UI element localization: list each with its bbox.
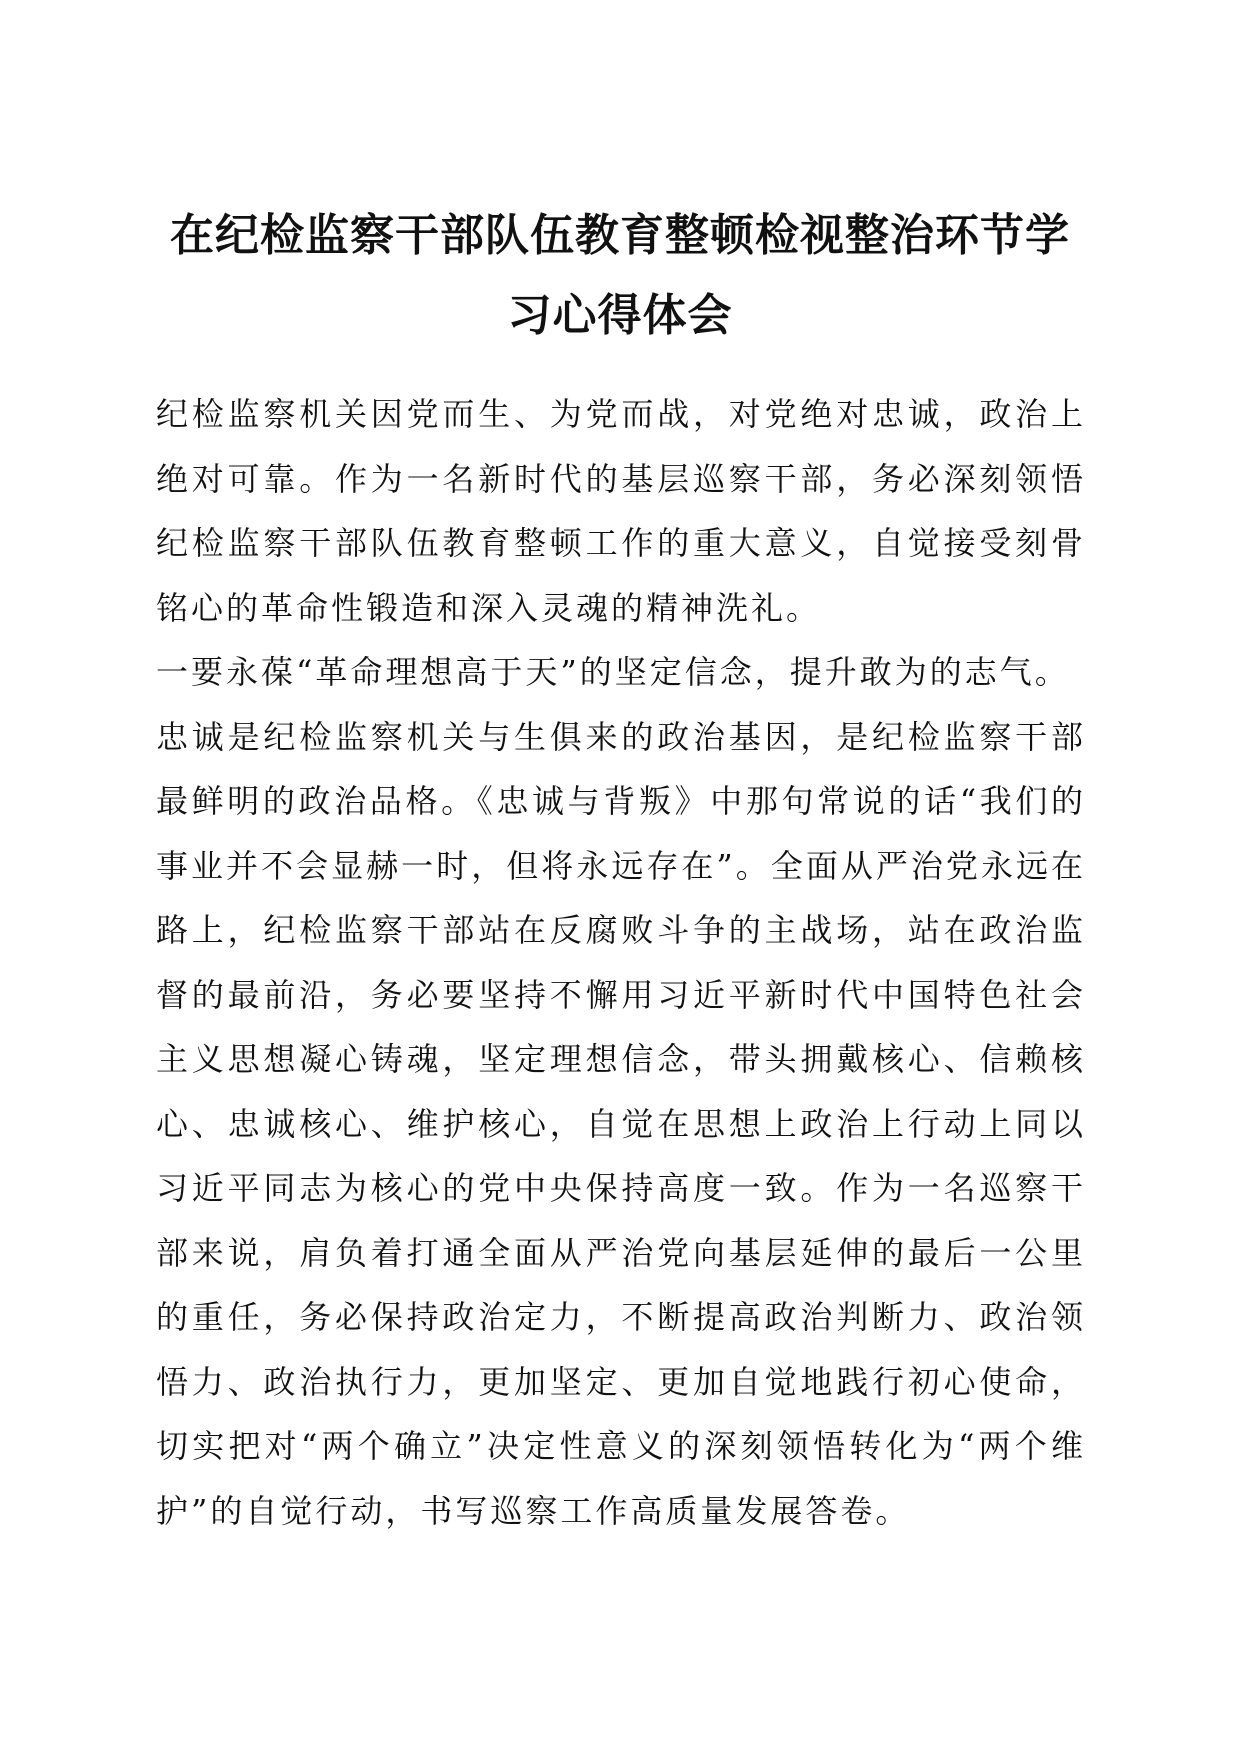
document-body <box>156 382 1086 1543</box>
body-paragraph-intro: 纪检监察机关因党而生、为党而战，对党绝对忠诚，政治上绝对可靠。作为一名新时代的基层巡察干部，务必深刻领悟纪检监察干部队伍教育整顿工作的重大意义，自觉接受刻骨铭心的革命性锻造和深入灵魂的精神洗礼。 <box>156 395 1086 627</box>
body-paragraph-heading-one: 一要永葆“革命理想高于天”的坚定信念，提升敢为的志气。 <box>156 653 1070 691</box>
document-title: 在纪检监察干部队伍教育整顿检视整治环节学习心得体会 <box>170 210 1070 341</box>
body-paragraph-loyalty: 忠诚是纪检监察机关与生俱来的政治基因，是纪检监察干部最鲜明的政治品格。《忠诚与背叛》中那句常说的话“我们的事业并不会显赫一时，但将永远存在”。全面从严治党永远在路上，纪检监察干部站在反腐败斗争的主战场，站在政治监督的最前沿，务必要坚持不懈用习近平新时代中国特色社会主义思想凝心铸魂，坚定理想信念，带头拥戴核心、信赖核心、忠诚核心、维护核心，自觉在思想上政治上行动上同以习近平同志为核心的党中央保持高度一致。作为一名巡察干部来说，肩负着打通全面从严治党向基层延伸的最后一公里的重任，务必保持政治定力，不断提高政治判断力、政治领悟力、政治执行力，更加坚定、更加自觉地践行初心使命，切实把对“两个确立”决定性意义的深刻领悟转化为“两个维护”的自觉行动，书写巡察工作高质量发展答卷。 <box>156 717 1086 1530</box>
